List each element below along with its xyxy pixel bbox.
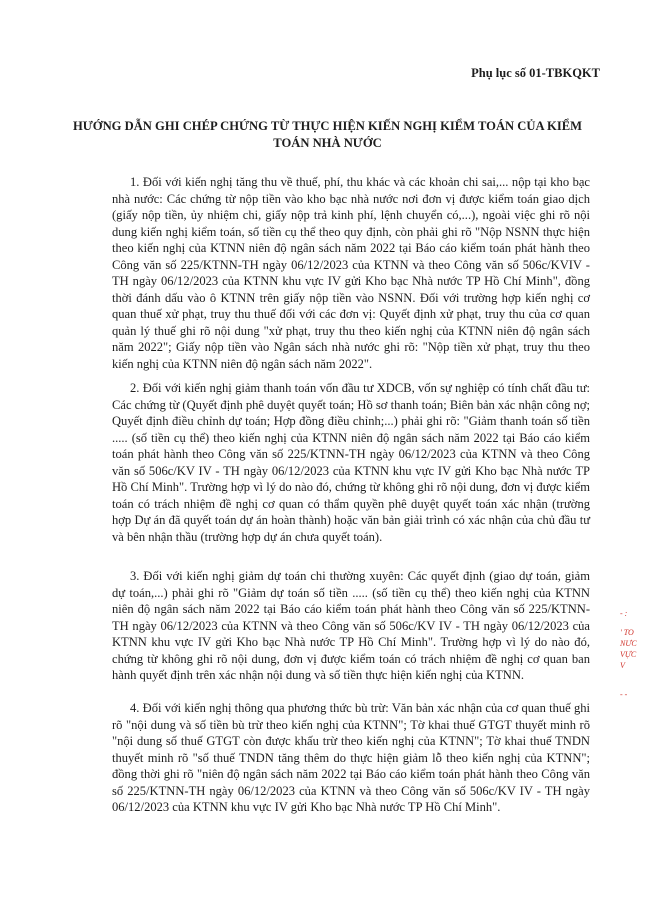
paragraph-4: 4. Đối với kiến nghị thông qua phương thức bù trừ: Văn bản xác nhận của cơ quan thuế ghi rõ "nội dung và số tiền bù trừ theo kiến nghị của KTNN"; Tờ khai thuế GTGT thuyết minh rõ "nội dung số thuế GTGT còn được khấu trừ theo kiến nghị của KTNN"; Tờ khai thuế TNDN thuyết minh rõ "số thuế TNDN tăng thêm do thực hiện giảm lỗ theo kiến nghị của KTNN"; đồng thời ghi rõ "niên độ ngân sách năm 2022 tại Báo cáo kiểm toán phát hành theo Công văn số 225/KTNN-TH ngày 06/12/2023 của KTNN và theo Công văn số 506c/KV IV - TH ngày 06/12/2023 của KTNN khu vực IV gửi Kho bạc Nhà nước TP Hồ Chí Minh". [112,701,590,815]
stamp-line: - - [620,690,628,699]
paragraph-1: 1. Đối với kiến nghị tăng thu về thuế, phí, thu khác và các khoản chi sai,... nộp tại kho bạc nhà nước: Các chứng từ nộp tiền vào kho bạc nhà nước nơi đơn vị được kiểm toán giao dịch (giấy nộp tiền, ủy nhiệm chi, giấy nộp trả kinh phí, lệnh chuyển có,...), ngoài việc ghi rõ nội dung kiến nghị kiểm toán, số tiền cụ thể theo quy định, còn phải ghi rõ "Nộp NSNN thực hiện theo kiến nghị của KTNN niên độ ngân sách năm 2022 tại Báo cáo kiểm toán phát hành theo Công văn số 225/KTNN-TH ngày 06/12/2023 của KTNN và theo Công văn số 506c/KVIV - TH ngày 06/12/2023 của KTNN khu vực IV gửi Kho bạc Nhà nước TP Hồ Chí Minh", đồng thời đánh dấu vào ô KTNN trên giấy nộp tiền vào NSNN. Đối với trường hợp kiến nghị cơ quan thuế xử phạt, truy thu thuế đối với các đơn vị: Quyết định xử phạt, truy thu của cơ quan quản lý thuế ghi rõ nội dung "xử phạt, truy thu theo kiến nghị của KTNN niên độ ngân sách năm 2022"; Giấy nộp tiền vào Ngân sách nhà nước ghi rõ: "Nộp tiền xử phạt, truy thu theo kiến nghị của KTNN niên độ ngân sách năm 2022". [112,175,590,372]
paragraph-3: 3. Đối với kiến nghị giảm dự toán chi thường xuyên: Các quyết định (giao dự toán, giảm dự toán,...) phải ghi rõ "Giảm dự toán số tiền ..... (số tiền cụ thể) theo kiến nghị của KTNN niên độ ngân sách năm 2022 tại Báo cáo kiểm toán phát hành theo Công văn số 225/KTNN-TH ngày 06/12/2023 của KTNN và theo Công văn số 506c/KV IV - TH ngày 06/12/2023 của KTNN khu vực IV gửi Kho bạc Nhà nước TP Hồ Chí Minh". Trường hợp vì lý do nào đó, chứng từ không ghi rõ nội dung, đơn vị được kiểm toán có trách nhiệm đề nghị cơ quan ban hành quyết định trên xác nhận nội dung và số tiền thực hiện kiến nghị của KTNN. [112,569,590,683]
appendix-label: Phụ lục số 01-TBKQKT [471,66,600,80]
stamp-fragment [620,608,650,738]
stamp-line: ' TO [620,628,634,637]
stamp-line: NƯC [620,639,637,648]
document-title: HƯỚNG DẪN GHI CHÉP CHỨNG TỪ THỰC HIỆN KIẾN NGHỊ KIỂM TOÁN CỦA KIỂM TOÁN NHÀ NƯỚC [72,119,583,150]
stamp-line: V [620,661,625,670]
stamp-line: - : [620,609,628,618]
stamp-line: VỰC [620,650,637,659]
paragraph-2: 2. Đối với kiến nghị giảm thanh toán vốn đầu tư XDCB, vốn sự nghiệp có tính chất đầu tư: Các chứng từ (Quyết định phê duyệt quyết toán; Hồ sơ thanh toán; Biên bản xác nhận công nợ; Quyết định điều chỉnh dự toán; Hợp đồng điều chỉnh;...) phải ghi rõ: "Giảm thanh toán số tiền ..... (số tiền cụ thể) theo kiến nghị của KTNN niên độ ngân sách năm 2022 tại Báo cáo kiểm toán phát hành theo Công văn số 225/KTNN-TH ngày 06/12/2023 của KTNN và theo Công văn số 506c/KV IV - TH ngày 06/12/2023 của KTNN khu vực IV gửi Kho bạc Nhà nước TP Hồ Chí Minh". Trường hợp vì lý do nào đó, chứng từ không ghi rõ nội dung, đơn vị được kiểm toán có trách nhiệm đề nghị cơ quan có thẩm quyền phê duyệt quyết toán xác nhận (trường hợp Dự án đã quyết toán dự án hoàn thành) hoặc văn bản giải trình có xác nhận của chủ đầu tư và bên nhận thầu (trường hợp dự án chưa quyết toán). [112,381,590,544]
